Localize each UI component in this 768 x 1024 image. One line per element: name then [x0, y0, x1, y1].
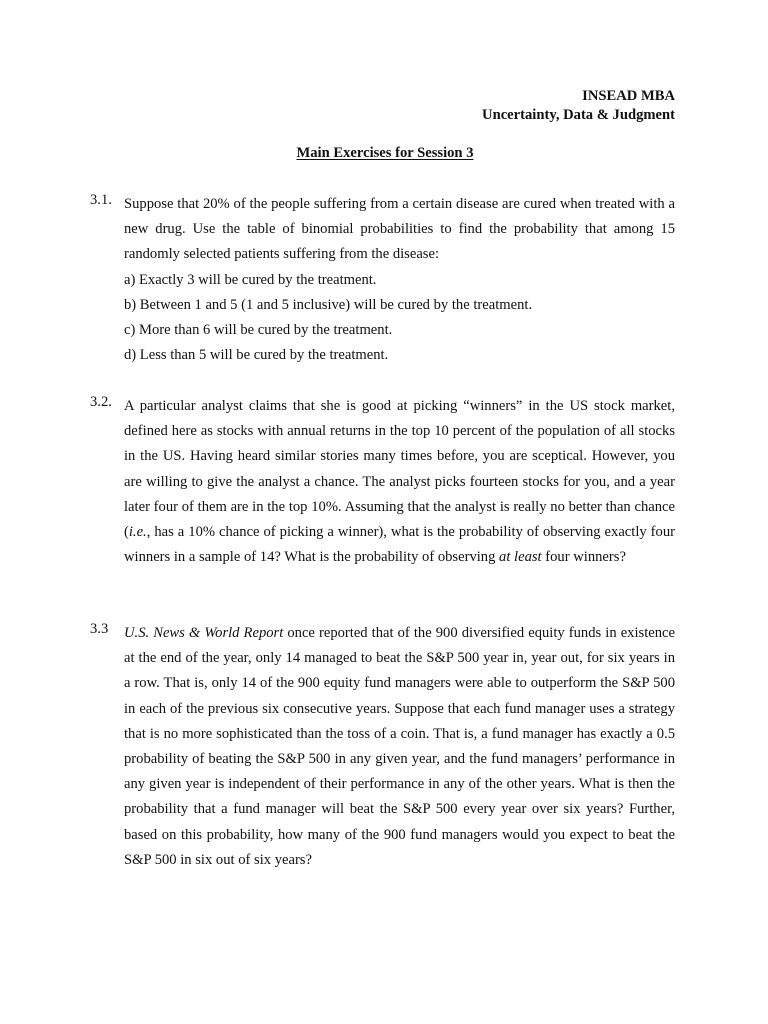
- exercise-body: [124, 192, 675, 368]
- exercise-part-c: c) More than 6 will be cured by the treatment.: [124, 322, 393, 339]
- page-title-text: Main Exercises for Session 3: [296, 145, 474, 161]
- exercise-part-a: a) Exactly 3 will be cured by the treatment.: [124, 271, 377, 288]
- exercise-text-part1: A particular analyst claims that she is good at picking “winners” in the US stock market, defined here as stocks with annual returns in the top 10 percent of the population of all stocks in the US. Having heard similar stories many times before, you are sceptical. However, you are willing to give the analyst a chance. The analyst picks fourteen stocks for you, and a year later four of them are in the top 10%. Assuming that the analyst is really no better than chance (: [124, 398, 675, 541]
- exercise-number: 3.1.: [90, 192, 112, 208]
- course-name: Uncertainty, Data & Judgment: [482, 107, 675, 123]
- exercise-part-b: b) Between 1 and 5 (1 and 5 inclusive) will be cured by the treatment.: [124, 296, 533, 313]
- school-program: INSEAD MBA: [582, 88, 675, 104]
- exercise-text: [124, 621, 675, 873]
- exercise-number: 3.2.: [90, 394, 112, 410]
- exercise-number: 3.3: [90, 621, 109, 637]
- exercise-part-d: d) Less than 5 will be cured by the treatment.: [124, 347, 389, 364]
- source-publication: U.S. News & World Report: [124, 625, 284, 641]
- exercise-text-part2: , has a 10% chance of picking a winner), what is the probability of observing exactly four winners in a sample of 14? What is the probability of observing: [124, 524, 675, 566]
- at-least-emphasis: at least: [499, 549, 542, 566]
- page-title: [0, 145, 768, 162]
- exercise-3-1: [90, 192, 675, 368]
- exercise-3-2: [90, 394, 675, 570]
- exercise-text: [124, 394, 675, 570]
- exercise-body: [124, 621, 675, 873]
- course-header: [482, 87, 675, 125]
- exercise-3-3: [90, 621, 675, 873]
- ie-abbrev: i.e.: [128, 524, 147, 541]
- exercise-text-part3: four winners?: [541, 549, 626, 566]
- exercise-intro: Suppose that 20% of the people suffering from a certain disease are cured when treated with a new drug. Use the table of binomial probabilities to find the probability that among 15 randomly selected patients suffering from the disease:: [124, 196, 675, 263]
- exercise-text-body: once reported that of the 900 diversified equity funds in existence at the end of the year, only 14 managed to beat the S&P 500 year in, year out, for six years in a row. That is, only 14 of the 900 equity fund managers were able to outperform the S&P 500 in each of the previous six consecutive years. Suppose that each fund manager uses a strategy that is no more sophisticated than the toss of a coin. That is, a fund manager has exactly a 0.5 probability of beating the S&P 500 in any given year, and the fund managers’ performance in any given year is independent of their performance in any of the other years. What is then the probability that a fund manager will beat the S&P 500 every year over six years? Further, based on this probability, how many of the 900 fund managers would you expect to beat the S&P 500 in six out of six years?: [124, 625, 675, 868]
- exercise-body: [124, 394, 675, 570]
